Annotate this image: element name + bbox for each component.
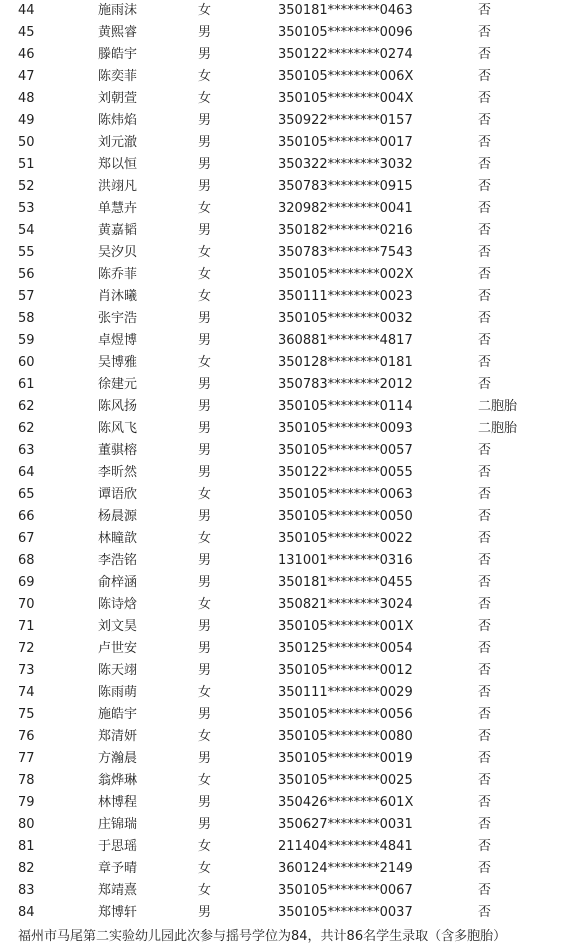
student-name: 卓煜博 xyxy=(98,333,138,348)
student-name: 谭语欣 xyxy=(98,487,138,502)
student-id-number: 350105********0067 xyxy=(278,883,413,898)
student-name: 于思瑶 xyxy=(98,839,138,854)
table-row xyxy=(0,726,574,748)
multiple-birth-note: 否 xyxy=(478,267,492,282)
row-number: 80 xyxy=(18,817,35,832)
student-gender: 男 xyxy=(198,421,212,436)
student-id-number: 350105********0063 xyxy=(278,487,413,502)
student-name: 张宇浩 xyxy=(98,311,138,326)
student-name: 卢世安 xyxy=(98,641,138,656)
student-id-number: 360881********4817 xyxy=(278,333,413,348)
table-row xyxy=(0,330,574,352)
student-id-number: 350105********0057 xyxy=(278,443,413,458)
student-gender: 男 xyxy=(198,399,212,414)
row-number: 84 xyxy=(18,905,35,920)
table-row xyxy=(0,22,574,44)
student-name: 陈乔菲 xyxy=(98,267,138,282)
student-gender: 男 xyxy=(198,333,212,348)
multiple-birth-note: 否 xyxy=(478,531,492,546)
student-name: 林博程 xyxy=(98,795,138,810)
table-row xyxy=(0,506,574,528)
row-number: 67 xyxy=(18,531,35,546)
student-id-number: 350105********0025 xyxy=(278,773,413,788)
multiple-birth-note: 否 xyxy=(478,25,492,40)
multiple-birth-note: 否 xyxy=(478,47,492,62)
student-id-number: 350105********006X xyxy=(278,69,414,84)
table-row xyxy=(0,858,574,880)
student-name: 刘元澈 xyxy=(98,135,138,150)
student-name: 陈雨萌 xyxy=(98,685,138,700)
row-number: 64 xyxy=(18,465,35,480)
table-row xyxy=(0,440,574,462)
row-number: 78 xyxy=(18,773,35,788)
student-gender: 女 xyxy=(198,289,212,304)
student-id-number: 350122********0274 xyxy=(278,47,413,62)
row-number: 74 xyxy=(18,685,35,700)
table-row xyxy=(0,814,574,836)
table-row xyxy=(0,572,574,594)
student-name: 洪翊凡 xyxy=(98,179,138,194)
student-gender: 女 xyxy=(198,861,212,876)
row-number: 61 xyxy=(18,377,35,392)
student-name: 徐建元 xyxy=(98,377,138,392)
student-gender: 男 xyxy=(198,905,212,920)
row-number: 52 xyxy=(18,179,35,194)
table-row xyxy=(0,374,574,396)
multiple-birth-note: 否 xyxy=(478,443,492,458)
row-number: 56 xyxy=(18,267,35,282)
table-row xyxy=(0,638,574,660)
row-number: 81 xyxy=(18,839,35,854)
student-gender: 男 xyxy=(198,509,212,524)
multiple-birth-note: 否 xyxy=(478,663,492,678)
table-row xyxy=(0,594,574,616)
student-gender: 男 xyxy=(198,817,212,832)
student-name: 单慧卉 xyxy=(98,201,138,216)
table-row xyxy=(0,0,574,22)
student-gender: 女 xyxy=(198,91,212,106)
student-gender: 男 xyxy=(198,179,212,194)
student-name: 郑靖熹 xyxy=(98,883,138,898)
student-gender: 男 xyxy=(198,795,212,810)
student-gender: 女 xyxy=(198,245,212,260)
student-id-number: 350105********0022 xyxy=(278,531,413,546)
student-gender: 男 xyxy=(198,157,212,172)
row-number: 55 xyxy=(18,245,35,260)
student-id-number: 350627********0031 xyxy=(278,817,413,832)
student-id-number: 350105********0080 xyxy=(278,729,413,744)
multiple-birth-note: 否 xyxy=(478,619,492,634)
student-name: 郑博轩 xyxy=(98,905,138,920)
student-gender: 女 xyxy=(198,531,212,546)
student-id-number: 350105********0093 xyxy=(278,421,413,436)
multiple-birth-note: 否 xyxy=(478,773,492,788)
student-gender: 男 xyxy=(198,443,212,458)
student-id-number: 350426********601X xyxy=(278,795,414,810)
table-row xyxy=(0,528,574,550)
student-gender: 男 xyxy=(198,663,212,678)
student-id-number: 350105********002X xyxy=(278,267,414,282)
student-gender: 女 xyxy=(198,883,212,898)
table-row xyxy=(0,264,574,286)
multiple-birth-note: 否 xyxy=(478,157,492,172)
student-id-number: 360124********2149 xyxy=(278,861,413,876)
row-number: 58 xyxy=(18,311,35,326)
student-name: 陈奕菲 xyxy=(98,69,138,84)
student-name: 陈风扬 xyxy=(98,399,138,414)
student-gender: 男 xyxy=(198,47,212,62)
row-number: 77 xyxy=(18,751,35,766)
student-id-number: 350181********0455 xyxy=(278,575,413,590)
row-number: 70 xyxy=(18,597,35,612)
row-number: 82 xyxy=(18,861,35,876)
student-id-number: 350922********0157 xyxy=(278,113,413,128)
student-id-number: 350105********001X xyxy=(278,619,414,634)
multiple-birth-note: 否 xyxy=(478,465,492,480)
table-row xyxy=(0,484,574,506)
row-number: 46 xyxy=(18,47,35,62)
student-gender: 男 xyxy=(198,619,212,634)
student-id-number: 211404********4841 xyxy=(278,839,413,854)
table-row xyxy=(0,902,574,924)
multiple-birth-note: 否 xyxy=(478,817,492,832)
student-name: 李昕然 xyxy=(98,465,138,480)
table-row xyxy=(0,198,574,220)
multiple-birth-note: 否 xyxy=(478,201,492,216)
student-gender: 男 xyxy=(198,135,212,150)
student-name: 吴博雅 xyxy=(98,355,138,370)
student-gender: 男 xyxy=(198,113,212,128)
row-number: 47 xyxy=(18,69,35,84)
table-row xyxy=(0,616,574,638)
table-row xyxy=(0,418,574,440)
row-number: 45 xyxy=(18,25,35,40)
table-row xyxy=(0,132,574,154)
multiple-birth-note: 否 xyxy=(478,707,492,722)
multiple-birth-note: 否 xyxy=(478,69,492,84)
row-number: 53 xyxy=(18,201,35,216)
multiple-birth-note: 否 xyxy=(478,641,492,656)
student-name: 方瀚晨 xyxy=(98,751,138,766)
student-name: 杨晨源 xyxy=(98,509,138,524)
multiple-birth-note: 否 xyxy=(478,91,492,106)
student-name: 董骐榕 xyxy=(98,443,138,458)
student-gender: 女 xyxy=(198,487,212,502)
table-row xyxy=(0,396,574,418)
student-gender: 男 xyxy=(198,707,212,722)
multiple-birth-note: 否 xyxy=(478,553,492,568)
multiple-birth-note: 否 xyxy=(478,179,492,194)
table-row xyxy=(0,550,574,572)
row-number: 83 xyxy=(18,883,35,898)
multiple-birth-note: 否 xyxy=(478,377,492,392)
student-name: 施皓宇 xyxy=(98,707,138,722)
student-gender: 男 xyxy=(198,223,212,238)
student-name: 黄熙睿 xyxy=(98,25,138,40)
row-number: 79 xyxy=(18,795,35,810)
student-name: 陈天翊 xyxy=(98,663,138,678)
student-id-number: 350322********3032 xyxy=(278,157,413,172)
table-row xyxy=(0,44,574,66)
row-number: 57 xyxy=(18,289,35,304)
table-row xyxy=(0,836,574,858)
table-row xyxy=(0,286,574,308)
student-name: 刘朝萱 xyxy=(98,91,138,106)
student-id-number: 350783********7543 xyxy=(278,245,413,260)
student-name: 施雨沫 xyxy=(98,3,138,18)
multiple-birth-note: 否 xyxy=(478,355,492,370)
student-id-number: 350105********0017 xyxy=(278,135,413,150)
multiple-birth-note: 否 xyxy=(478,575,492,590)
multiple-birth-note: 否 xyxy=(478,245,492,260)
student-id-number: 350111********0029 xyxy=(278,685,413,700)
student-id-number: 350122********0055 xyxy=(278,465,413,480)
student-gender: 男 xyxy=(198,751,212,766)
student-gender: 男 xyxy=(198,25,212,40)
student-gender: 女 xyxy=(198,69,212,84)
multiple-birth-note: 否 xyxy=(478,751,492,766)
row-number: 49 xyxy=(18,113,35,128)
row-number: 68 xyxy=(18,553,35,568)
multiple-birth-note: 否 xyxy=(478,839,492,854)
multiple-birth-note: 否 xyxy=(478,883,492,898)
row-number: 63 xyxy=(18,443,35,458)
student-gender: 男 xyxy=(198,553,212,568)
multiple-birth-note: 否 xyxy=(478,223,492,238)
student-gender: 女 xyxy=(198,839,212,854)
student-id-number: 350105********0037 xyxy=(278,905,413,920)
student-gender: 女 xyxy=(198,267,212,282)
student-id-number: 350182********0216 xyxy=(278,223,413,238)
row-number: 69 xyxy=(18,575,35,590)
row-number: 62 xyxy=(18,399,35,414)
student-gender: 女 xyxy=(198,201,212,216)
multiple-birth-note: 否 xyxy=(478,861,492,876)
student-gender: 男 xyxy=(198,465,212,480)
student-name: 李浩铭 xyxy=(98,553,138,568)
row-number: 50 xyxy=(18,135,35,150)
table-row xyxy=(0,352,574,374)
student-gender: 女 xyxy=(198,3,212,18)
student-id-number: 350128********0181 xyxy=(278,355,413,370)
student-id-number: 350105********004X xyxy=(278,91,414,106)
student-gender: 女 xyxy=(198,355,212,370)
row-number: 66 xyxy=(18,509,35,524)
multiple-birth-note: 否 xyxy=(478,311,492,326)
table-row xyxy=(0,242,574,264)
multiple-birth-note: 二胞胎 xyxy=(478,399,518,414)
student-gender: 女 xyxy=(198,685,212,700)
row-number: 71 xyxy=(18,619,35,634)
student-gender: 男 xyxy=(198,575,212,590)
student-name: 陈炜焰 xyxy=(98,113,138,128)
row-number: 48 xyxy=(18,91,35,106)
table-row xyxy=(0,682,574,704)
student-id-number: 350105********0114 xyxy=(278,399,413,414)
multiple-birth-note: 否 xyxy=(478,795,492,810)
student-id-number: 350125********0054 xyxy=(278,641,413,656)
student-id-number: 350111********0023 xyxy=(278,289,413,304)
student-id-number: 350181********0463 xyxy=(278,3,413,18)
student-gender: 男 xyxy=(198,377,212,392)
row-number: 65 xyxy=(18,487,35,502)
table-row xyxy=(0,154,574,176)
table-row xyxy=(0,704,574,726)
student-id-number: 350783********2012 xyxy=(278,377,413,392)
student-name: 吴汐贝 xyxy=(98,245,138,260)
multiple-birth-note: 否 xyxy=(478,685,492,700)
table-row xyxy=(0,110,574,132)
row-number: 44 xyxy=(18,3,35,18)
student-name: 郑清妍 xyxy=(98,729,138,744)
table-row xyxy=(0,880,574,902)
student-name: 庄锦瑞 xyxy=(98,817,138,832)
table-row xyxy=(0,88,574,110)
row-number: 75 xyxy=(18,707,35,722)
multiple-birth-note: 否 xyxy=(478,905,492,920)
student-id-number: 350105********0096 xyxy=(278,25,413,40)
row-number: 73 xyxy=(18,663,35,678)
student-id-number: 350821********3024 xyxy=(278,597,413,612)
table-row xyxy=(0,220,574,242)
row-number: 72 xyxy=(18,641,35,656)
multiple-birth-note: 否 xyxy=(478,3,492,18)
multiple-birth-note: 否 xyxy=(478,487,492,502)
student-id-number: 350783********0915 xyxy=(278,179,413,194)
row-number: 51 xyxy=(18,157,35,172)
student-name: 滕皓宇 xyxy=(98,47,138,62)
multiple-birth-note: 二胞胎 xyxy=(478,421,518,436)
table-row xyxy=(0,66,574,88)
student-id-number: 350105********0012 xyxy=(278,663,413,678)
student-name: 黄嘉韬 xyxy=(98,223,138,238)
student-name: 陈诗焓 xyxy=(98,597,138,612)
student-name: 刘文昊 xyxy=(98,619,138,634)
student-id-number: 131001********0316 xyxy=(278,553,413,568)
multiple-birth-note: 否 xyxy=(478,333,492,348)
student-name: 林瞳歆 xyxy=(98,531,138,546)
student-name: 俞梓涵 xyxy=(98,575,138,590)
multiple-birth-note: 否 xyxy=(478,597,492,612)
multiple-birth-note: 否 xyxy=(478,509,492,524)
multiple-birth-note: 否 xyxy=(478,113,492,128)
row-number: 54 xyxy=(18,223,35,238)
student-name: 翁烨琳 xyxy=(98,773,138,788)
row-number: 60 xyxy=(18,355,35,370)
table-row xyxy=(0,176,574,198)
student-id-number: 350105********0019 xyxy=(278,751,413,766)
row-number: 62 xyxy=(18,421,35,436)
table-row xyxy=(0,462,574,484)
table-row xyxy=(0,792,574,814)
row-number: 76 xyxy=(18,729,35,744)
row-number: 59 xyxy=(18,333,35,348)
table-row xyxy=(0,308,574,330)
table-row xyxy=(0,770,574,792)
student-id-number: 350105********0056 xyxy=(278,707,413,722)
student-gender: 女 xyxy=(198,729,212,744)
table-row xyxy=(0,660,574,682)
student-name: 肖沐曦 xyxy=(98,289,138,304)
multiple-birth-note: 否 xyxy=(478,729,492,744)
table-row xyxy=(0,748,574,770)
multiple-birth-note: 否 xyxy=(478,289,492,304)
student-name: 陈风飞 xyxy=(98,421,138,436)
student-name: 章予晴 xyxy=(98,861,138,876)
student-gender: 男 xyxy=(198,311,212,326)
student-gender: 女 xyxy=(198,597,212,612)
student-id-number: 320982********0041 xyxy=(278,201,413,216)
student-gender: 女 xyxy=(198,773,212,788)
student-id-number: 350105********0032 xyxy=(278,311,413,326)
student-name: 郑以恒 xyxy=(98,157,138,172)
student-gender: 男 xyxy=(198,641,212,656)
summary-footer: 福州市马尾第二实验幼儿园此次参与摇号学位为84，共计86名学生录取（含多胞胎） xyxy=(18,929,507,944)
student-id-number: 350105********0050 xyxy=(278,509,413,524)
multiple-birth-note: 否 xyxy=(478,135,492,150)
